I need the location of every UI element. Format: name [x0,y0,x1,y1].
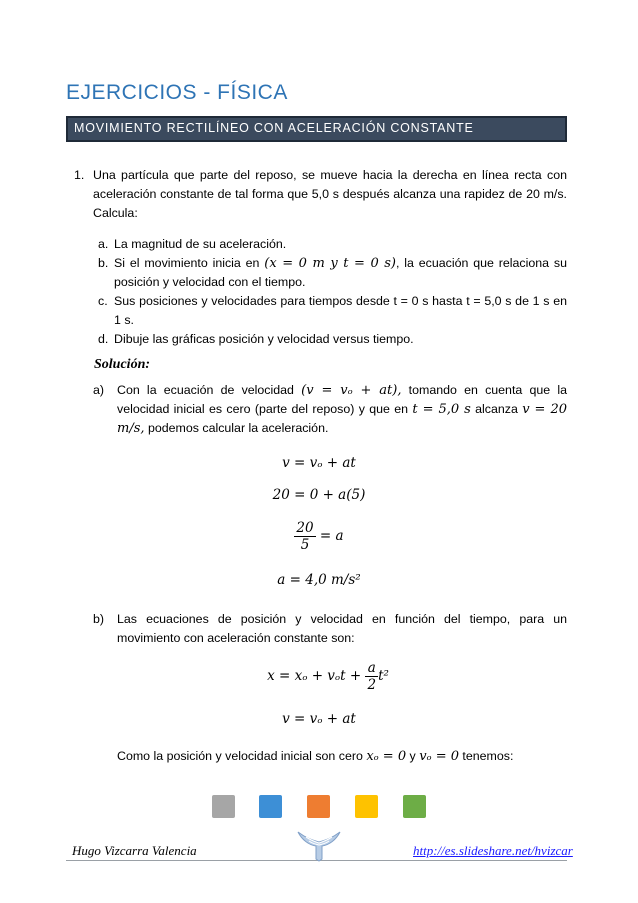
blue-square [259,795,282,818]
item-text-d: Dibuje las gráficas posición y velocidad versus tiempo. [114,332,414,346]
solution-b-letter: b) [93,612,105,626]
equation-fraction: $\frac{20}{5}$ = a [296,520,344,553]
item-text-c: Sus posiciones y velocidades para tiempos desde t = 0 s hasta t = 5,0 s de 1 s en 1 s. [114,294,567,327]
item-b-math: (x = 0 m y t = 0 s) [264,256,396,271]
item-letter-c: c. [98,294,108,308]
footer-link[interactable]: http://es.slideshare.net/hvizcar [413,843,573,858]
closing-text: Como la posición y velocidad inicial son cero xₒ = 0 y vₒ = 0 tenemos: [117,749,514,764]
item-text-a: La magnitud de su aceleración. [114,237,287,251]
green-square [403,795,426,818]
orange-square [307,795,330,818]
equation-position: x = xₒ + vₒt + $\frac{a}{2}$ t² [267,660,389,693]
item-letter-d: d. [98,332,109,346]
fraction-20-over-5: $\frac{20}{5}$ [296,520,314,553]
gray-square [212,795,235,818]
solution-heading: Solución: [94,357,151,372]
yellow-square [355,795,378,818]
equation-velocity-general: v = vₒ + at [282,711,356,727]
footer-author: Hugo Vizcarra Valencia [72,843,197,858]
item-letter-a: a. [98,237,109,251]
item-text-b: Si el movimiento inicia en (x = 0 m y t = 0 s), la ecuación que relaciona su posición y velocidad con el tiempo. [114,256,567,289]
solution-b-text: Las ecuaciones de posición y velocidad en función del tiempo, para un movimiento con aceleración constante son: [117,612,567,645]
equation-result: a = 4,0 m/s² [277,572,361,588]
page-title: EJERCICIOS - FÍSICA [66,81,288,104]
subtitle-text: MOVIMIENTO RECTILÍNEO CON ACELERACIÓN CONSTANTE [74,121,474,135]
problem-statement: Una partícula que parte del reposo, se mueve hacia la derecha en línea recta con aceleración constante de tal forma que 5,0 s después alcanza una rapidez de 20 m/s. Calcula: [93,168,567,220]
problem-number: 1. [74,168,85,182]
fraction-a-over-2: $\frac{a}{2}$ [367,660,377,693]
equation-velocity: v = vₒ + at [282,455,356,471]
item-letter-b: b. [98,256,109,270]
bird-logo-icon [296,828,342,862]
equation-substitution: 20 = 0 + a(5) [272,487,366,503]
solution-a-letter: a) [93,383,105,397]
solution-a-text: Con la ecuación de velocidad (v = vₒ + at), tomando en cuenta que la velocidad inicial es cero (parte del reposo) y que en t = 5,0 s alcanza v = 20 m/s, podemos calcular la aceleración. [117,383,568,436]
